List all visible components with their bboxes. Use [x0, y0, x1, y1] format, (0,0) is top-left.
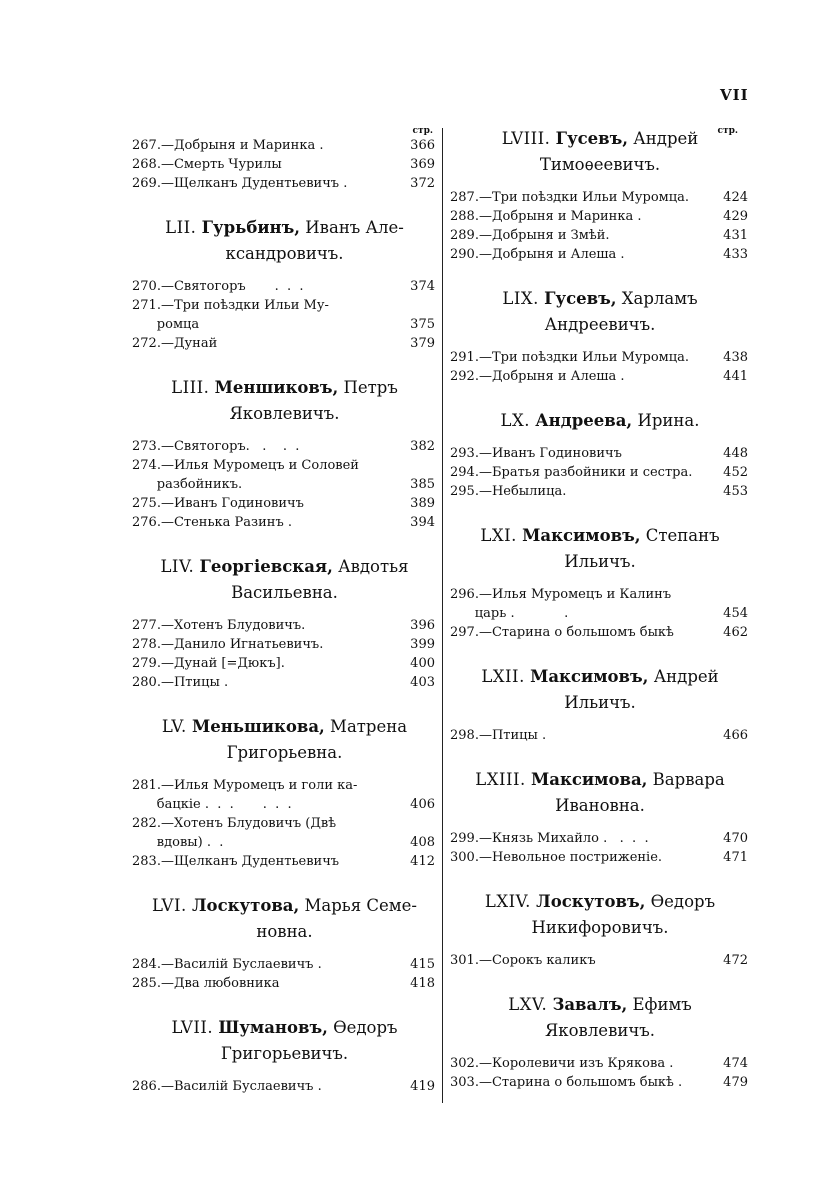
entry-text: —Птицы . — [160, 675, 229, 690]
section-surname: Гусевъ, — [544, 289, 617, 308]
section-surname: Завалъ, — [552, 995, 628, 1014]
entry-number: 280. — [132, 675, 161, 690]
entry-page: 466 — [723, 728, 748, 743]
entry-number: 285. — [132, 976, 161, 991]
page-column-label-right: стр. — [717, 126, 738, 136]
section-roman: LXV. — [508, 995, 548, 1014]
section-roman: LV. — [161, 717, 187, 736]
entry-number: 292. — [450, 369, 479, 384]
toc-entry — [132, 155, 437, 174]
entry-title — [132, 334, 401, 353]
section-heading — [450, 286, 750, 338]
entry-title — [450, 951, 714, 970]
toc-entry — [450, 482, 750, 501]
entry-page: 433 — [723, 247, 748, 262]
section-given-name: Андрей Ильичъ. — [564, 667, 719, 712]
toc-entry — [132, 776, 437, 814]
entry-text: —Смерть Чурилы — [160, 157, 282, 172]
toc-section — [132, 375, 437, 532]
section-surname: Максимовъ, — [530, 667, 649, 686]
section-roman: LVIII. — [501, 129, 551, 148]
toc-section — [450, 767, 750, 867]
right-sections — [450, 126, 750, 1092]
toc-entry — [132, 955, 437, 974]
entry-page: 453 — [723, 484, 748, 499]
section-heading — [450, 523, 750, 575]
section-surname: Максимовъ, — [522, 526, 641, 545]
toc-entry — [450, 245, 750, 264]
entry-page: 394 — [410, 515, 435, 530]
column-divider — [442, 128, 443, 1103]
entry-text: —Святогоръ . . . — [160, 279, 304, 294]
entry-page: 438 — [723, 350, 748, 365]
section-given-name: Ефимъ Яковлевичъ. — [544, 995, 692, 1040]
entry-number: 301. — [450, 953, 479, 968]
entry-page: 462 — [723, 625, 748, 640]
section-heading — [132, 375, 437, 427]
section-given-name: Харламъ Андреевичъ. — [544, 289, 698, 334]
toc-entry — [132, 1077, 437, 1096]
entry-page: 479 — [723, 1075, 748, 1090]
left-column — [132, 126, 437, 1096]
entry-text: —Василій Буслаевичъ . — [160, 1079, 322, 1094]
entry-title — [132, 974, 401, 993]
entry-text: —Щелканъ Дудентьевичъ — [160, 854, 340, 869]
section-heading — [450, 767, 750, 819]
entry-number: 293. — [450, 446, 479, 461]
entry-page: 382 — [410, 439, 435, 454]
section-heading — [132, 554, 437, 606]
entry-number: 296. — [450, 587, 479, 602]
left-sections — [132, 215, 437, 1096]
toc-entry — [132, 334, 437, 353]
toc-entry — [132, 513, 437, 532]
toc-entry — [132, 277, 437, 296]
page-column-label: стр. — [412, 126, 433, 136]
section-roman: LX. — [500, 411, 530, 430]
right-column — [450, 126, 750, 1092]
section-surname: Андреева, — [535, 411, 633, 430]
entry-title — [450, 188, 714, 207]
entry-text: —Добрыня и Змѣй. — [478, 228, 610, 243]
toc-entry — [450, 226, 750, 245]
section-heading — [450, 408, 750, 434]
entry-page: 400 — [410, 656, 435, 671]
section-surname: Лоскутова, — [191, 896, 300, 915]
toc-section — [450, 286, 750, 386]
entry-text: —Три поѣздки Ильи Му- ромца — [156, 298, 329, 332]
toc-entry — [132, 437, 437, 456]
entry-number: 291. — [450, 350, 479, 365]
section-roman: LVI. — [152, 896, 187, 915]
entry-number: 284. — [132, 957, 161, 972]
entry-page: 408 — [410, 835, 435, 850]
section-surname: Меньшикова, — [191, 717, 325, 736]
entry-page: 403 — [410, 675, 435, 690]
entry-title — [132, 814, 401, 852]
entry-number: 289. — [450, 228, 479, 243]
entry-page: 379 — [410, 336, 435, 351]
entry-title — [132, 1077, 401, 1096]
entry-title — [132, 673, 401, 692]
entry-number: 287. — [450, 190, 479, 205]
entry-text: —Дунай [=Дюкъ]. — [160, 656, 285, 671]
entry-text: —Князь Михайло . . . . — [478, 831, 649, 846]
toc-entry — [132, 136, 437, 155]
toc-entry — [132, 974, 437, 993]
toc-section — [450, 992, 750, 1092]
section-heading — [132, 893, 437, 945]
toc-section — [450, 664, 750, 745]
section-given-name: Ѳедоръ Григорьевичъ. — [220, 1018, 398, 1063]
entry-text: —Василій Буслаевичъ . — [160, 957, 322, 972]
toc-section — [132, 893, 437, 993]
toc-entry — [450, 1054, 750, 1073]
entry-number: 270. — [132, 279, 161, 294]
entry-number: 283. — [132, 854, 161, 869]
toc-entry — [450, 348, 750, 367]
section-roman: LXII. — [481, 667, 525, 686]
entry-number: 281. — [132, 778, 161, 793]
entry-text: —Братья разбойники и сестра. — [478, 465, 693, 480]
section-given-name: Авдотья Васильевна. — [231, 557, 409, 602]
entry-text: —Птицы . — [478, 728, 547, 743]
entry-page: 375 — [410, 317, 435, 332]
entry-number: 286. — [132, 1079, 161, 1094]
toc-entry — [450, 188, 750, 207]
section-given-name: Варвара Ивановна. — [555, 770, 725, 815]
entry-number: 279. — [132, 656, 161, 671]
entry-title — [450, 348, 714, 367]
entry-number: 268. — [132, 157, 161, 172]
entry-title — [132, 296, 401, 334]
entry-title — [132, 852, 401, 871]
entry-text: —Щелканъ Дудентьевичъ . — [160, 176, 348, 191]
section-heading — [132, 215, 437, 267]
entry-page: 369 — [410, 157, 435, 172]
entry-page: 452 — [723, 465, 748, 480]
section-roman: LXIII. — [475, 770, 526, 789]
entry-title — [132, 776, 401, 814]
entry-text: —Иванъ Годиновичъ — [478, 446, 622, 461]
entry-number: 295. — [450, 484, 479, 499]
entry-title — [450, 207, 714, 226]
entry-number: 272. — [132, 336, 161, 351]
section-roman: LXI. — [480, 526, 517, 545]
section-surname: Георгіевская, — [199, 557, 333, 576]
entry-text: —Дунай — [160, 336, 218, 351]
entry-number: 298. — [450, 728, 479, 743]
entry-page: 471 — [723, 850, 748, 865]
entry-page: 470 — [723, 831, 748, 846]
section-heading — [132, 714, 437, 766]
toc-entry — [450, 1073, 750, 1092]
entry-number: 288. — [450, 209, 479, 224]
section-given-name: Матрена Григорьевна. — [226, 717, 408, 762]
entry-number: 278. — [132, 637, 161, 652]
entry-title — [450, 848, 714, 867]
toc-entry — [132, 635, 437, 654]
entry-page: 424 — [723, 190, 748, 205]
section-heading — [450, 126, 750, 178]
entry-title — [132, 155, 401, 174]
entry-title — [450, 726, 714, 745]
entry-text: —Святогоръ. . . . — [160, 439, 300, 454]
section-roman: LII. — [165, 218, 197, 237]
entry-text: —Невольное постриженіе. — [478, 850, 663, 865]
entry-number: 277. — [132, 618, 161, 633]
toc-entry — [450, 463, 750, 482]
entry-text: —Илья Муромецъ и Соловей разбойникъ. — [156, 458, 359, 492]
toc-entry — [132, 494, 437, 513]
section-roman: LVII. — [171, 1018, 214, 1037]
entry-title — [132, 456, 401, 494]
toc-entry — [450, 951, 750, 970]
section-heading — [450, 992, 750, 1044]
toc-entry — [450, 207, 750, 226]
entry-text: —Небылица. — [478, 484, 567, 499]
entry-title — [450, 463, 714, 482]
entry-title — [132, 654, 401, 673]
entry-number: 273. — [132, 439, 161, 454]
section-heading — [450, 889, 750, 941]
entry-number: 267. — [132, 138, 161, 153]
toc-entry — [132, 616, 437, 635]
entry-text: —Добрыня и Алеша . — [478, 369, 625, 384]
section-heading — [132, 1015, 437, 1067]
section-surname: Максимова, — [531, 770, 648, 789]
entry-page: 389 — [410, 496, 435, 511]
entry-number: 276. — [132, 515, 161, 530]
entry-text: —Старина о большомъ быкѣ — [478, 625, 674, 640]
section-heading — [450, 664, 750, 716]
section-given-name: Андрей Тимоѳеевичъ. — [539, 129, 699, 174]
section-roman: LXIV. — [484, 892, 531, 911]
entry-page: 406 — [410, 797, 435, 812]
entry-title — [132, 635, 401, 654]
entry-page: 418 — [410, 976, 435, 991]
toc-entry — [132, 174, 437, 193]
entry-title — [450, 226, 714, 245]
entry-text: —Старина о большомъ быкѣ . — [478, 1075, 683, 1090]
toc-section — [450, 523, 750, 642]
entry-title — [450, 623, 714, 642]
entry-number: 274. — [132, 458, 161, 473]
entry-text: —Добрыня и Алеша . — [478, 247, 625, 262]
entry-page: 474 — [723, 1056, 748, 1071]
entry-text: —Сорокъ каликъ — [478, 953, 596, 968]
section-given-name: Иванъ Але-ксандровичъ. — [225, 218, 404, 263]
entry-number: 271. — [132, 298, 161, 313]
toc-entry — [450, 829, 750, 848]
toc-entry — [450, 848, 750, 867]
section-roman: LIX. — [502, 289, 539, 308]
entry-title — [132, 136, 401, 155]
toc-entry — [132, 814, 437, 852]
section-given-name: Ѳедоръ Никифоровичъ. — [531, 892, 716, 937]
entry-number: 299. — [450, 831, 479, 846]
toc-entry — [450, 585, 750, 623]
entry-number: 303. — [450, 1075, 479, 1090]
toc-entry — [450, 623, 750, 642]
section-surname: Лоскутовъ, — [536, 892, 646, 911]
entry-text: —Королевичи изъ Крякова . — [478, 1056, 674, 1071]
entry-text: —Два любовника — [160, 976, 280, 991]
entry-page: 429 — [723, 209, 748, 224]
toc-entry — [132, 456, 437, 494]
entry-page: 399 — [410, 637, 435, 652]
entry-page: 472 — [723, 953, 748, 968]
entry-page: 448 — [723, 446, 748, 461]
entry-page: 396 — [410, 618, 435, 633]
entry-text: —Хотенъ Блудовичъ. — [160, 618, 306, 633]
entry-title — [132, 616, 401, 635]
toc-section — [132, 215, 437, 353]
section-surname: Меншиковъ, — [214, 378, 339, 397]
entry-text: —Илья Муромецъ и Калинъ царь . . — [474, 587, 672, 621]
toc-section — [450, 126, 750, 264]
entry-title — [450, 367, 714, 386]
entry-page: 385 — [410, 477, 435, 492]
toc-entry — [132, 296, 437, 334]
section-given-name: Марья Семе-новна. — [256, 896, 417, 941]
left-top-entries — [132, 136, 437, 193]
entry-text: —Данило Игнатьевичъ. — [160, 637, 324, 652]
entry-number: 275. — [132, 496, 161, 511]
toc-section — [450, 408, 750, 501]
toc-section — [132, 1015, 437, 1096]
entry-text: —Хотенъ Блудовичъ (Двѣ вдовы) . . — [156, 816, 337, 850]
entry-number: 282. — [132, 816, 161, 831]
page-number: VII — [720, 86, 749, 104]
entry-page: 366 — [410, 138, 435, 153]
entry-title — [450, 829, 714, 848]
entry-number: 290. — [450, 247, 479, 262]
toc-entry — [132, 673, 437, 692]
section-given-name: Петръ Яковлевичъ. — [229, 378, 398, 423]
section-surname: Гусевъ, — [555, 129, 629, 148]
entry-text: —Добрыня и Маринка . — [478, 209, 642, 224]
toc-entry — [132, 654, 437, 673]
section-roman: LIV. — [160, 557, 195, 576]
entry-page: 412 — [410, 854, 435, 869]
entry-text: —Иванъ Годиновичъ — [160, 496, 304, 511]
toc-entry — [450, 367, 750, 386]
entry-page: 374 — [410, 279, 435, 294]
entry-text: —Три поѣздки Ильи Муромца. — [478, 190, 690, 205]
entry-number: 297. — [450, 625, 479, 640]
entry-title — [132, 513, 401, 532]
toc-section — [450, 889, 750, 970]
entry-title — [450, 444, 714, 463]
entry-text: —Добрыня и Маринка . — [160, 138, 324, 153]
entry-title — [132, 174, 401, 193]
entry-page: 431 — [723, 228, 748, 243]
entry-text: —Три поѣздки Ильи Муромца. — [478, 350, 690, 365]
section-given-name: Ирина. — [637, 411, 700, 430]
entry-page: 441 — [723, 369, 748, 384]
section-roman: LIII. — [171, 378, 210, 397]
entry-number: 294. — [450, 465, 479, 480]
entry-number: 300. — [450, 850, 479, 865]
entry-title — [132, 437, 401, 456]
entry-number: 302. — [450, 1056, 479, 1071]
entry-page: 454 — [723, 606, 748, 621]
entry-title — [132, 955, 401, 974]
section-given-name: Степанъ Ильичъ. — [564, 526, 720, 571]
section-surname: Шумановъ, — [218, 1018, 328, 1037]
toc-section — [132, 714, 437, 871]
entry-title — [450, 482, 714, 501]
entry-number: 269. — [132, 176, 161, 191]
toc-entry — [132, 852, 437, 871]
entry-title — [450, 245, 714, 264]
toc-entry — [450, 444, 750, 463]
entry-text: —Стенька Разинъ . — [160, 515, 292, 530]
toc-entry — [450, 726, 750, 745]
entry-page: 372 — [410, 176, 435, 191]
toc-section — [132, 554, 437, 692]
entry-title — [132, 277, 401, 296]
section-surname: Гурьбинъ, — [201, 218, 301, 237]
entry-page: 415 — [410, 957, 435, 972]
entry-title — [450, 585, 714, 623]
entry-text: —Илья Муромецъ и голи ка- бацкіе . . . . . . — [156, 778, 358, 812]
entry-title — [132, 494, 401, 513]
entry-title — [450, 1054, 714, 1073]
entry-page: 419 — [410, 1079, 435, 1094]
entry-title — [450, 1073, 714, 1092]
